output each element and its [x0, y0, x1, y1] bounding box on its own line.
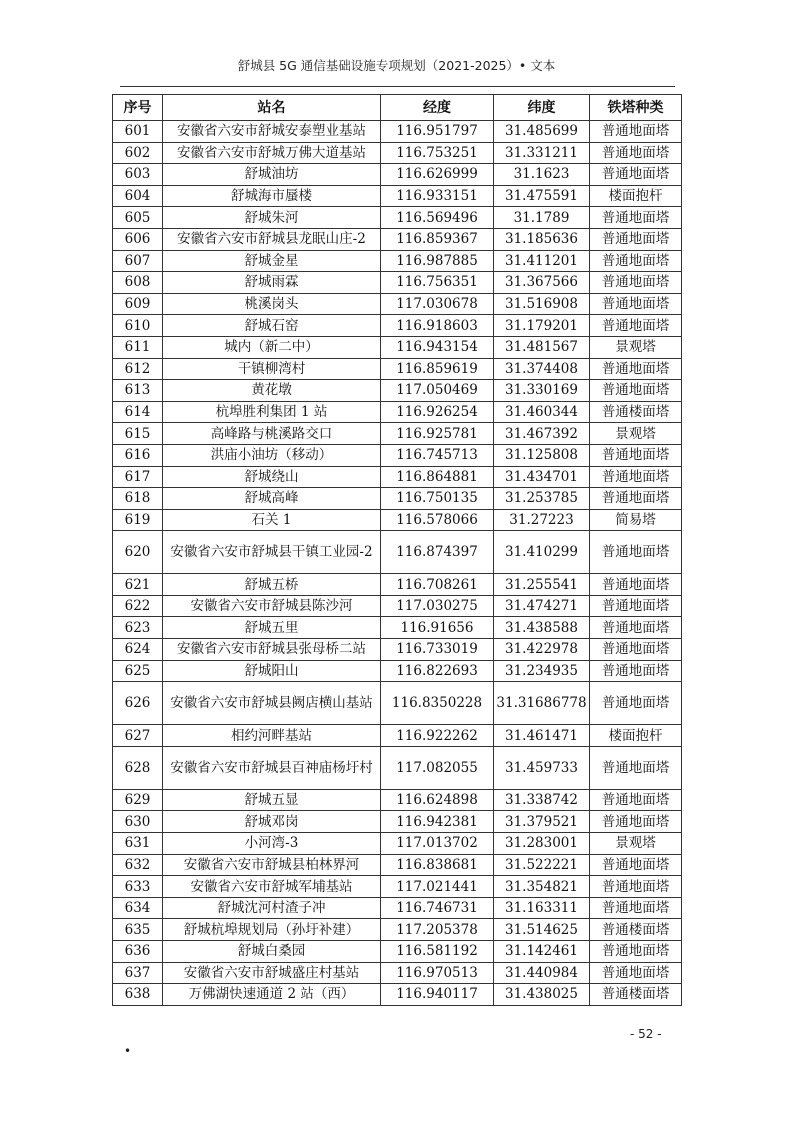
cell-latitude: 31.485699 — [494, 121, 590, 143]
cell-tower-type: 普通楼面塔 — [590, 401, 682, 423]
table-row — [113, 897, 682, 919]
cell-latitude: 31.410299 — [494, 531, 590, 574]
cell-index: 618 — [113, 488, 163, 510]
table-row — [113, 164, 682, 186]
cell-latitude: 31.379521 — [494, 811, 590, 833]
cell-longitude: 116.756351 — [381, 272, 494, 294]
cell-longitude: 116.581192 — [381, 941, 494, 963]
cell-tower-type: 简易塔 — [590, 509, 682, 531]
cell-longitude: 116.933151 — [381, 185, 494, 207]
cell-station-name: 安徽省六安市舒城县阙店横山基站 — [163, 682, 381, 725]
cell-tower-type: 普通地面塔 — [590, 574, 682, 596]
cell-latitude: 31.422978 — [494, 639, 590, 661]
cell-latitude: 31.460344 — [494, 401, 590, 423]
cell-latitude: 31.338742 — [494, 789, 590, 811]
cell-station-name: 舒城高峰 — [163, 488, 381, 510]
cell-index: 601 — [113, 121, 163, 143]
cell-station-name: 安徽省六安市舒城县龙眠山庄-2 — [163, 228, 381, 250]
footer-mark: • — [124, 1044, 132, 1058]
cell-index: 602 — [113, 142, 163, 164]
cell-index: 629 — [113, 789, 163, 811]
cell-station-name: 安徽省六安市舒城万佛大道基站 — [163, 142, 381, 164]
cell-latitude: 31.354821 — [494, 876, 590, 898]
cell-station-name: 小河湾-3 — [163, 833, 381, 855]
cell-latitude: 31.255541 — [494, 574, 590, 596]
cell-longitude: 117.082055 — [381, 746, 494, 789]
column-header-station-name: 站名 — [163, 95, 381, 121]
cell-index: 625 — [113, 660, 163, 682]
cell-tower-type: 普通地面塔 — [590, 207, 682, 229]
table-row — [113, 574, 682, 596]
table-row — [113, 488, 682, 510]
cell-latitude: 31.367566 — [494, 272, 590, 294]
cell-longitude: 116.942381 — [381, 811, 494, 833]
cell-longitude: 116.943154 — [381, 336, 494, 358]
cell-index: 612 — [113, 358, 163, 380]
cell-station-name: 杭埠胜利集团 1 站 — [163, 401, 381, 423]
cell-tower-type: 普通楼面塔 — [590, 984, 682, 1006]
cell-latitude: 31.330169 — [494, 380, 590, 402]
cell-latitude: 31.125808 — [494, 444, 590, 466]
cell-station-name: 万佛湖快速通道 2 站（西） — [163, 984, 381, 1006]
cell-index: 611 — [113, 336, 163, 358]
cell-longitude: 117.205378 — [381, 919, 494, 941]
cell-station-name: 舒城白桑园 — [163, 941, 381, 963]
cell-index: 622 — [113, 595, 163, 617]
cell-station-name: 石关 1 — [163, 509, 381, 531]
cell-tower-type: 普通地面塔 — [590, 272, 682, 294]
cell-index: 610 — [113, 315, 163, 337]
cell-longitude: 117.021441 — [381, 876, 494, 898]
cell-latitude: 31.514625 — [494, 919, 590, 941]
base-station-table — [112, 94, 682, 1006]
cell-index: 630 — [113, 811, 163, 833]
table-row — [113, 617, 682, 639]
cell-latitude: 31.411201 — [494, 250, 590, 272]
cell-tower-type: 普通地面塔 — [590, 746, 682, 789]
table-row — [113, 466, 682, 488]
cell-station-name: 舒城邓岗 — [163, 811, 381, 833]
table-row — [113, 876, 682, 898]
cell-station-name: 黄花墩 — [163, 380, 381, 402]
cell-longitude: 116.987885 — [381, 250, 494, 272]
cell-latitude: 31.179201 — [494, 315, 590, 337]
cell-index: 609 — [113, 293, 163, 315]
table-row — [113, 444, 682, 466]
cell-index: 619 — [113, 509, 163, 531]
cell-latitude: 31.438588 — [494, 617, 590, 639]
cell-tower-type: 普通地面塔 — [590, 660, 682, 682]
cell-index: 613 — [113, 380, 163, 402]
table-row — [113, 660, 682, 682]
cell-tower-type: 普通地面塔 — [590, 876, 682, 898]
table-row — [113, 509, 682, 531]
table-row — [113, 272, 682, 294]
table-row — [113, 919, 682, 941]
cell-longitude: 116.970513 — [381, 962, 494, 984]
cell-index: 621 — [113, 574, 163, 596]
cell-longitude: 117.050469 — [381, 380, 494, 402]
table-row — [113, 207, 682, 229]
cell-latitude: 31.163311 — [494, 897, 590, 919]
cell-latitude: 31.1623 — [494, 164, 590, 186]
cell-station-name: 相约河畔基站 — [163, 725, 381, 747]
cell-index: 603 — [113, 164, 163, 186]
cell-longitude: 116.91656 — [381, 617, 494, 639]
cell-latitude: 31.434701 — [494, 466, 590, 488]
cell-station-name: 舒城绕山 — [163, 466, 381, 488]
cell-station-name: 高峰路与桃溪路交口 — [163, 423, 381, 445]
cell-station-name: 洪庙小油坊（移动） — [163, 444, 381, 466]
cell-station-name: 舒城沈河村渣子冲 — [163, 897, 381, 919]
cell-longitude: 116.940117 — [381, 984, 494, 1006]
cell-tower-type: 普通地面塔 — [590, 121, 682, 143]
cell-index: 634 — [113, 897, 163, 919]
cell-longitude: 116.859619 — [381, 358, 494, 380]
cell-latitude: 31.185636 — [494, 228, 590, 250]
cell-station-name: 安徽省六安市舒城县百神庙杨圩村 — [163, 746, 381, 789]
cell-index: 628 — [113, 746, 163, 789]
cell-longitude: 116.922262 — [381, 725, 494, 747]
cell-index: 616 — [113, 444, 163, 466]
column-header-index: 序号 — [113, 95, 163, 121]
cell-station-name: 舒城海市蜃楼 — [163, 185, 381, 207]
cell-index: 624 — [113, 639, 163, 661]
cell-station-name: 安徽省六安市舒城安泰塑业基站 — [163, 121, 381, 143]
cell-latitude: 31.474271 — [494, 595, 590, 617]
cell-latitude: 31.459733 — [494, 746, 590, 789]
cell-tower-type: 景观塔 — [590, 833, 682, 855]
cell-tower-type: 普通地面塔 — [590, 531, 682, 574]
cell-index: 635 — [113, 919, 163, 941]
cell-station-name: 舒城油坊 — [163, 164, 381, 186]
table-row — [113, 315, 682, 337]
cell-tower-type: 普通地面塔 — [590, 595, 682, 617]
table-row — [113, 725, 682, 747]
cell-latitude: 31.142461 — [494, 941, 590, 963]
cell-tower-type: 景观塔 — [590, 336, 682, 358]
cell-longitude: 116.624898 — [381, 789, 494, 811]
cell-index: 626 — [113, 682, 163, 725]
page-header: 舒城县 5G 通信基础设施专项规划（2021-2025）• 文本 — [237, 58, 556, 73]
column-header-tower-type: 铁塔种类 — [590, 95, 682, 121]
cell-index: 632 — [113, 854, 163, 876]
cell-latitude: 31.467392 — [494, 423, 590, 445]
cell-index: 605 — [113, 207, 163, 229]
cell-latitude: 31.1789 — [494, 207, 590, 229]
cell-tower-type: 普通地面塔 — [590, 466, 682, 488]
cell-longitude: 116.750135 — [381, 488, 494, 510]
cell-tower-type: 普通地面塔 — [590, 811, 682, 833]
cell-tower-type: 普通地面塔 — [590, 358, 682, 380]
table-row — [113, 811, 682, 833]
cell-latitude: 31.440984 — [494, 962, 590, 984]
cell-latitude: 31.481567 — [494, 336, 590, 358]
cell-index: 615 — [113, 423, 163, 445]
table-row — [113, 789, 682, 811]
cell-latitude: 31.253785 — [494, 488, 590, 510]
table-row — [113, 682, 682, 725]
cell-tower-type: 普通地面塔 — [590, 682, 682, 725]
table-row — [113, 142, 682, 164]
table-row — [113, 984, 682, 1006]
cell-index: 604 — [113, 185, 163, 207]
cell-tower-type: 普通地面塔 — [590, 293, 682, 315]
cell-station-name: 安徽省六安市舒城县张母桥二站 — [163, 639, 381, 661]
table-row — [113, 746, 682, 789]
cell-tower-type: 普通地面塔 — [590, 228, 682, 250]
cell-index: 608 — [113, 272, 163, 294]
cell-station-name: 安徽省六安市舒城县陈沙河 — [163, 595, 381, 617]
cell-longitude: 116.838681 — [381, 854, 494, 876]
cell-latitude: 31.234935 — [494, 660, 590, 682]
cell-station-name: 舒城阳山 — [163, 660, 381, 682]
cell-longitude: 117.030275 — [381, 595, 494, 617]
table-row — [113, 185, 682, 207]
cell-tower-type: 楼面抱杆 — [590, 185, 682, 207]
table-row — [113, 358, 682, 380]
header-divider — [120, 86, 675, 87]
table-row — [113, 423, 682, 445]
table-row — [113, 336, 682, 358]
cell-latitude: 31.283001 — [494, 833, 590, 855]
cell-station-name: 舒城石窑 — [163, 315, 381, 337]
cell-tower-type: 楼面抱杆 — [590, 725, 682, 747]
column-header-latitude: 纬度 — [494, 95, 590, 121]
cell-station-name: 安徽省六安市舒城盛庄村基站 — [163, 962, 381, 984]
table-row — [113, 401, 682, 423]
cell-station-name: 城内（新二中） — [163, 336, 381, 358]
cell-station-name: 桃溪岗头 — [163, 293, 381, 315]
cell-latitude: 31.27223 — [494, 509, 590, 531]
cell-longitude: 116.753251 — [381, 142, 494, 164]
cell-longitude: 116.733019 — [381, 639, 494, 661]
table-row — [113, 293, 682, 315]
page-number: - 52 - — [630, 1027, 662, 1041]
cell-latitude: 31.438025 — [494, 984, 590, 1006]
cell-index: 633 — [113, 876, 163, 898]
cell-station-name: 舒城金星 — [163, 250, 381, 272]
cell-tower-type: 普通地面塔 — [590, 380, 682, 402]
cell-index: 631 — [113, 833, 163, 855]
cell-station-name: 安徽省六安市舒城县柏林界河 — [163, 854, 381, 876]
cell-tower-type: 普通地面塔 — [590, 250, 682, 272]
table-row — [113, 854, 682, 876]
cell-tower-type: 普通地面塔 — [590, 488, 682, 510]
cell-latitude: 31.522221 — [494, 854, 590, 876]
cell-longitude: 116.746731 — [381, 897, 494, 919]
cell-longitude: 116.569496 — [381, 207, 494, 229]
cell-tower-type: 景观塔 — [590, 423, 682, 445]
table-row — [113, 380, 682, 402]
table-row — [113, 121, 682, 143]
cell-index: 617 — [113, 466, 163, 488]
cell-longitude: 116.578066 — [381, 509, 494, 531]
table-row — [113, 833, 682, 855]
cell-tower-type: 普通地面塔 — [590, 897, 682, 919]
cell-tower-type: 普通地面塔 — [590, 941, 682, 963]
cell-longitude: 116.859367 — [381, 228, 494, 250]
table-row — [113, 941, 682, 963]
cell-latitude: 31.374408 — [494, 358, 590, 380]
column-header-longitude: 经度 — [381, 95, 494, 121]
cell-tower-type: 普通地面塔 — [590, 617, 682, 639]
cell-station-name: 干镇柳湾村 — [163, 358, 381, 380]
cell-tower-type: 普通地面塔 — [590, 789, 682, 811]
table-row — [113, 595, 682, 617]
cell-longitude: 116.926254 — [381, 401, 494, 423]
cell-tower-type: 普通楼面塔 — [590, 919, 682, 941]
cell-index: 638 — [113, 984, 163, 1006]
cell-longitude: 116.951797 — [381, 121, 494, 143]
cell-longitude: 116.864881 — [381, 466, 494, 488]
cell-index: 627 — [113, 725, 163, 747]
cell-tower-type: 普通地面塔 — [590, 315, 682, 337]
cell-index: 636 — [113, 941, 163, 963]
cell-index: 606 — [113, 228, 163, 250]
cell-index: 614 — [113, 401, 163, 423]
cell-station-name: 舒城五桥 — [163, 574, 381, 596]
cell-latitude: 31.461471 — [494, 725, 590, 747]
cell-latitude: 31.331211 — [494, 142, 590, 164]
cell-tower-type: 普通地面塔 — [590, 164, 682, 186]
cell-index: 637 — [113, 962, 163, 984]
cell-longitude: 116.822693 — [381, 660, 494, 682]
cell-tower-type: 普通地面塔 — [590, 639, 682, 661]
cell-latitude: 31.475591 — [494, 185, 590, 207]
cell-index: 620 — [113, 531, 163, 574]
table-header-row — [113, 95, 682, 121]
cell-station-name: 安徽省六安市舒城军埔基站 — [163, 876, 381, 898]
cell-longitude: 117.013702 — [381, 833, 494, 855]
cell-tower-type: 普通地面塔 — [590, 142, 682, 164]
table-row — [113, 228, 682, 250]
cell-station-name: 舒城雨霖 — [163, 272, 381, 294]
cell-longitude: 116.874397 — [381, 531, 494, 574]
cell-station-name: 舒城五里 — [163, 617, 381, 639]
cell-longitude: 116.8350228 — [381, 682, 494, 725]
cell-tower-type: 普通地面塔 — [590, 962, 682, 984]
cell-longitude: 116.918603 — [381, 315, 494, 337]
cell-station-name: 舒城杭埠规划局（孙圩补建） — [163, 919, 381, 941]
cell-latitude: 31.516908 — [494, 293, 590, 315]
cell-longitude: 116.925781 — [381, 423, 494, 445]
table-body — [113, 121, 682, 1006]
table-row — [113, 250, 682, 272]
cell-index: 623 — [113, 617, 163, 639]
cell-longitude: 116.708261 — [381, 574, 494, 596]
cell-longitude: 116.626999 — [381, 164, 494, 186]
table-row — [113, 639, 682, 661]
cell-station-name: 舒城朱河 — [163, 207, 381, 229]
cell-longitude: 116.745713 — [381, 444, 494, 466]
cell-station-name: 舒城五显 — [163, 789, 381, 811]
cell-latitude: 31.31686778 — [494, 682, 590, 725]
cell-longitude: 117.030678 — [381, 293, 494, 315]
table-row — [113, 962, 682, 984]
cell-station-name: 安徽省六安市舒城县干镇工业园-2 — [163, 531, 381, 574]
cell-tower-type: 普通地面塔 — [590, 854, 682, 876]
cell-index: 607 — [113, 250, 163, 272]
table-row — [113, 531, 682, 574]
cell-tower-type: 普通地面塔 — [590, 444, 682, 466]
